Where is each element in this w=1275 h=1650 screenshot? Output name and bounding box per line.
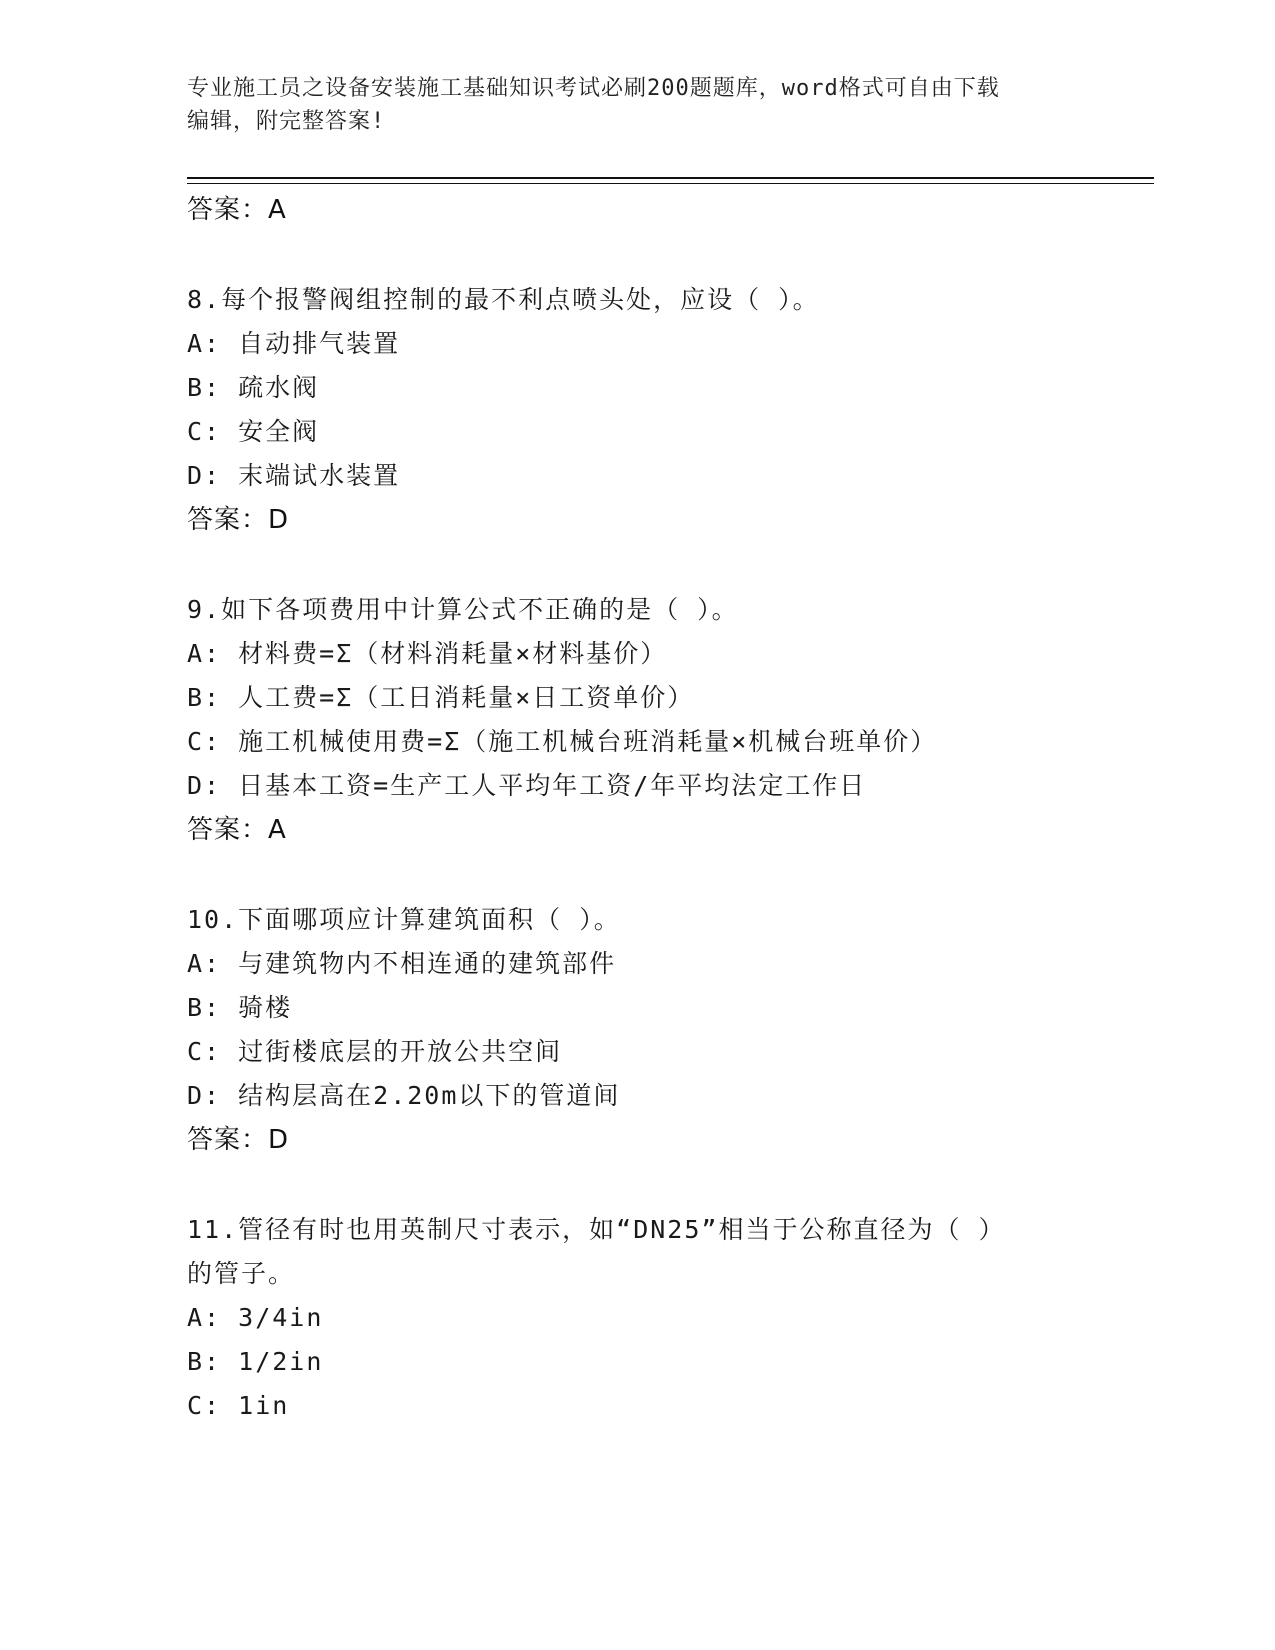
question-10-stem: 10.下面哪项应计算建筑面积（ ）。	[187, 905, 621, 934]
question-9-answer: 答案：A	[187, 815, 287, 845]
question-8-option-d: D: 末端试水装置	[187, 461, 401, 490]
question-8-stem: 8.每个报警阀组控制的最不利点喷头处，应设（ ）。	[187, 285, 820, 314]
document-header	[187, 72, 1087, 138]
question-9-option-b: B: 人工费=Σ（工日消耗量×日工资单价）	[187, 683, 695, 712]
question-9-option-d: D: 日基本工资=生产工人平均年工资/年平均法定工作日	[187, 771, 867, 800]
question-9-option-c: C: 施工机械使用费=Σ（施工机械台班消耗量×机械台班单价）	[187, 727, 938, 756]
question-9-option-a: A: 材料费=Σ（材料消耗量×材料基价）	[187, 639, 668, 668]
question-8-option-c: C: 安全阀	[187, 417, 320, 446]
question-9-stem: 9.如下各项费用中计算公式不正确的是（ ）。	[187, 595, 739, 624]
question-10-option-a: A: 与建筑物内不相连通的建筑部件	[187, 949, 617, 978]
header-divider-thick	[187, 177, 1154, 179]
question-10-option-b: B: 骑楼	[187, 993, 293, 1022]
question-10-option-c: C: 过街楼底层的开放公共空间	[187, 1037, 563, 1066]
header-line-2: 编辑，附完整答案!	[187, 109, 386, 134]
question-11-stem-line-2: 的管子。	[187, 1259, 296, 1288]
question-8-answer: 答案：D	[187, 505, 290, 535]
header-line-1: 专业施工员之设备安装施工基础知识考试必刷200题题库，word格式可自由下载	[187, 76, 1000, 101]
question-11-option-a: A: 3/4in	[187, 1303, 324, 1332]
question-11-option-c: C: 1in	[187, 1391, 290, 1420]
answer-previous: 答案：A	[187, 195, 287, 225]
question-10-option-d: D: 结构层高在2.20m以下的管道间	[187, 1081, 621, 1110]
question-8-option-a: A: 自动排气装置	[187, 329, 401, 358]
header-divider-thin	[187, 183, 1154, 184]
question-11-option-b: B: 1/2in	[187, 1347, 324, 1376]
question-11-stem-line-1: 11.管径有时也用英制尺寸表示，如“DN25”相当于公称直径为（ ）	[187, 1215, 1006, 1244]
question-8-option-b: B: 疏水阀	[187, 373, 320, 402]
question-10-answer: 答案：D	[187, 1125, 290, 1155]
